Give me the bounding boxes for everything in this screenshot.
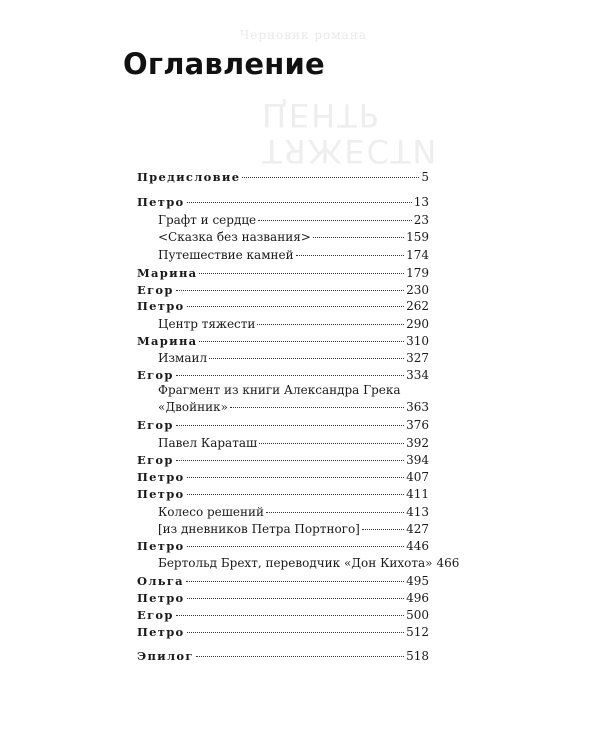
dot-leader xyxy=(196,656,404,657)
toc-entry-label: Петро xyxy=(137,539,185,553)
toc-entry-label: Егор xyxy=(137,608,174,622)
dot-leader xyxy=(242,177,419,178)
toc-entry-label-line1: Фрагмент из книги Александра Грека xyxy=(158,383,401,397)
toc-entry-label: Ольга xyxy=(137,574,184,588)
toc-entry-label: Петро xyxy=(137,470,185,484)
dot-leader xyxy=(209,358,404,359)
toc-entry-section[interactable] xyxy=(137,574,429,589)
toc-entry-section[interactable] xyxy=(137,625,429,640)
dot-leader xyxy=(258,220,412,221)
toc-entry-subsection[interactable] xyxy=(158,248,429,263)
toc-entry-page: 174 xyxy=(406,248,429,262)
toc-entry-section[interactable] xyxy=(137,334,429,349)
toc-entry-section[interactable] xyxy=(137,470,429,485)
toc-entry-section[interactable] xyxy=(137,195,429,210)
toc-entry-page: 310 xyxy=(406,334,429,348)
toc-entry-section[interactable] xyxy=(137,608,429,623)
toc-entry-section[interactable] xyxy=(137,283,429,298)
toc-entry-page: 334 xyxy=(406,368,429,382)
dot-leader xyxy=(187,494,405,495)
toc-entry-page: 13 xyxy=(413,195,429,209)
dot-leader xyxy=(187,598,405,599)
toc-entry-page: 407 xyxy=(406,470,429,484)
toc-entry-page: 159 xyxy=(406,230,429,244)
toc-entry-subsection[interactable] xyxy=(158,522,429,537)
toc-entry-page: 413 xyxy=(406,505,429,519)
toc-entry-page: 290 xyxy=(406,317,429,331)
toc-entry-page: 5 xyxy=(421,170,429,184)
dot-leader xyxy=(257,324,404,325)
toc-entry-section[interactable] xyxy=(137,299,429,314)
toc-entry-label: Предисловие xyxy=(137,170,241,184)
toc-entry-section[interactable] xyxy=(137,487,429,502)
toc-entry-page: 518 xyxy=(406,649,429,663)
toc-entry-label: Егор xyxy=(137,283,174,297)
toc-entry-page: 363 xyxy=(406,400,429,414)
toc-entry-section[interactable] xyxy=(137,418,429,433)
toc-entry-subsection[interactable] xyxy=(158,436,429,451)
toc-entry-label: <Сказка без названия> xyxy=(158,230,311,244)
toc-entry-label: Егор xyxy=(137,368,174,382)
toc-entry-page: 23 xyxy=(413,213,429,227)
page-title: Оглавление xyxy=(123,47,325,81)
toc-entry-page: 230 xyxy=(406,283,429,297)
toc-entry-label: Графт и сердце xyxy=(158,213,257,227)
dot-leader xyxy=(199,341,404,342)
toc-entry-label: Егор xyxy=(137,453,174,467)
dot-leader xyxy=(187,306,405,307)
toc-entry-section[interactable] xyxy=(137,368,429,383)
toc-entry-subsection[interactable] xyxy=(158,351,429,366)
toc-entry-page: 376 xyxy=(406,418,429,432)
toc-entry-label: Колесо решений xyxy=(158,505,265,519)
toc-entry-epilogue[interactable] xyxy=(137,649,429,664)
toc-entry-section[interactable] xyxy=(137,591,429,606)
dot-leader xyxy=(176,425,404,426)
dot-leader xyxy=(176,290,404,291)
dot-leader xyxy=(187,546,405,547)
toc-entry-label: Центр тяжести xyxy=(158,317,256,331)
toc-entry-subsection[interactable] xyxy=(158,505,429,520)
toc-entry-label: Марина xyxy=(137,334,198,348)
toc-entry-page: 495 xyxy=(406,574,429,588)
toc-entry-page: 394 xyxy=(406,453,429,467)
toc-entry-label: Павел Караташ xyxy=(158,436,258,450)
toc-entry-label: Бертольд Брехт, переводчик «Дон Кихота» xyxy=(158,556,433,570)
dot-leader xyxy=(230,407,404,408)
toc-entry-page: 392 xyxy=(406,436,429,450)
dot-leader xyxy=(259,443,404,444)
toc-entry-page: 446 xyxy=(406,539,429,553)
bleed-through-text: Черновик романа ЦЕНТР ТЯЖЕСТИ xyxy=(240,28,439,170)
dot-leader xyxy=(187,477,405,478)
toc-entry-subsection[interactable] xyxy=(158,400,429,415)
toc-entry-preface[interactable] xyxy=(137,170,429,185)
toc-entry-label: Егор xyxy=(137,418,174,432)
toc-entry-page: 327 xyxy=(406,351,429,365)
toc-entry-subsection[interactable] xyxy=(158,556,460,571)
toc-entry-page: 500 xyxy=(406,608,429,622)
dot-leader xyxy=(187,632,405,633)
toc-entry-page: 179 xyxy=(406,266,429,280)
dot-leader xyxy=(176,615,404,616)
toc-entry-label: Петро xyxy=(137,299,185,313)
dot-leader xyxy=(176,460,404,461)
dot-leader xyxy=(199,273,404,274)
toc-entry-label: Петро xyxy=(137,625,185,639)
toc-entry-subsection[interactable] xyxy=(158,230,429,245)
toc-entry-page: 466 xyxy=(436,556,460,570)
dot-leader xyxy=(176,375,404,376)
toc-entry-label-line2: «Двойник» xyxy=(158,400,228,414)
toc-entry-section[interactable] xyxy=(137,453,429,468)
toc-entry-section[interactable] xyxy=(137,266,429,281)
toc-entry-label: Путешествие камней xyxy=(158,248,294,262)
dot-leader xyxy=(362,529,404,530)
toc-entry-label: Марина xyxy=(137,266,198,280)
dot-leader xyxy=(186,581,404,582)
toc-entry-label: [из дневников Петра Портного] xyxy=(158,522,360,536)
toc-entry-page: 512 xyxy=(406,625,429,639)
toc-entry-label: Измаил xyxy=(158,351,208,365)
toc-entry-label: Петро xyxy=(137,591,185,605)
toc-entry-section[interactable] xyxy=(137,539,429,554)
toc-entry-page: 427 xyxy=(406,522,429,536)
toc-entry-page: 411 xyxy=(406,487,429,501)
toc-entry-label: Петро xyxy=(137,487,185,501)
dot-leader xyxy=(266,512,404,513)
dot-leader xyxy=(187,202,412,203)
toc-entry-subsection[interactable] xyxy=(158,317,429,332)
toc-entry-page: 262 xyxy=(406,299,429,313)
toc-entry-subsection[interactable] xyxy=(158,213,429,228)
dot-leader xyxy=(296,255,404,256)
toc-entry-label: Эпилог xyxy=(137,649,194,663)
toc-entry-page: 496 xyxy=(406,591,429,605)
dot-leader xyxy=(313,237,404,238)
toc-entry-label: Петро xyxy=(137,195,185,209)
